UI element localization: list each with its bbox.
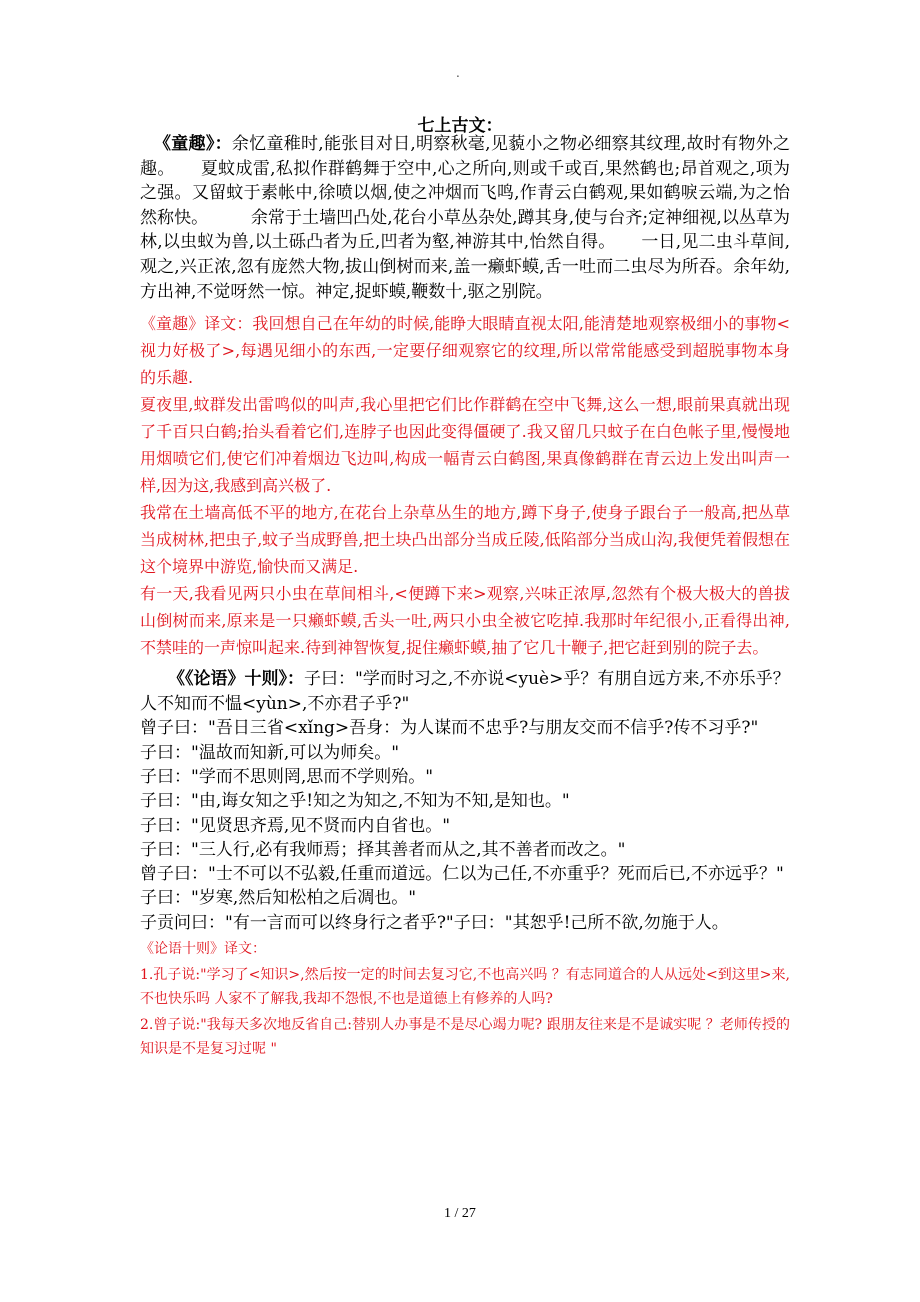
lunyu-translation-item: 1.孔子说:"学习了<知识>,然后按一定的时间去复习它,不也高兴吗 ？有志同道合的人从远处<到这里>来,不也快乐吗 人家不了解我,我却不怨恨,不也是道德上有修养的人吗? xyxy=(140,967,790,1008)
lunyu-first-text: 子曰："学而时习之,不亦说<yuè>乎？有朋自远方来,不亦乐乎？人不知而不愠<yùn>,不亦君子乎?" xyxy=(140,669,790,714)
lunyu-line: 子曰："见贤思齐焉,见不贤而内自省也。" xyxy=(140,815,451,836)
tongqu-translation-para: 我常在土墙高低不平的地方,在花台上杂草丛生的地方,蹲下身子,使身子跟台子一般高,把丛草当成树林,把虫子,蚊子当成野兽,把土块凸出部分当成丘陵,低陷部分当成山沟,我便凭着假想在这个境界中游览,愉快而又满足. xyxy=(140,503,790,577)
lunyu-line: 子曰："三人行,必有我师焉；择其善者而从之,其不善者而改之。" xyxy=(140,839,626,860)
lunyu-line: 子曰："由,诲女知之乎!知之为知之,不知为不知,是知也。" xyxy=(140,791,570,812)
lunyu-translation-heading: 《论语十则》译文： xyxy=(140,941,266,958)
lunyu-line: 曾子曰："吾日三省<xǐng>吾身：为人谋而不忠乎?与朋友交而不信乎?传不习乎?" xyxy=(140,718,759,739)
content xyxy=(140,132,790,1061)
lunyu-translation-item: 2.曾子说:"我每天多次地反省自己:替别人办事是不是尽心竭力呢? 跟朋友往来是不是诚实呢 ？老师传授的知识是不是复习过呢 " xyxy=(140,1017,790,1058)
lunyu-line: 曾子曰："士不可以不弘毅,任重而道远。仁以为己任,不亦重乎？死而后已,不亦远乎？" xyxy=(140,864,784,885)
tongqu-translation-para: 夏夜里,蚊群发出雷鸣似的叫声,我心里把它们比作群鹤在空中飞舞,这么一想,眼前果真就出现了千百只白鹤;抬头看着它们,连脖子也因此变得僵硬了.我又留几只蚊子在白色帐子里,慢慢地用烟喷它们,使它们冲着烟边飞边叫,构成一幅青云白鹤图,果真像鹤群在青云边上发出叫声一样,因为这,我感到高兴极了. xyxy=(140,395,790,496)
lunyu-line: 子曰："学而不思则罔,思而不学则殆。" xyxy=(140,766,434,787)
tongqu-translation-para: 有一天,我看见两只小虫在草间相斗,<便蹲下来>观察,兴味正浓厚,忽然有个极大极大的兽拔山倒树而来,原来是一只癞虾蟆,舌头一吐,两只小虫全被它吃掉.我那时年纪很小,正看得出神,不禁哇的一声惊叫起来.待到神智恢复,捉住癞虾蟆,抽了它几十鞭子,把它赶到别的院子去。 xyxy=(140,584,790,658)
lunyu-first xyxy=(140,667,790,716)
lunyu-line: 子曰："岁寒,然后知松柏之后凋也。" xyxy=(140,888,417,909)
lunyu-colon: ： xyxy=(287,669,304,690)
tongqu-original xyxy=(140,132,790,304)
tongqu-text: 余忆童稚时,能张目对日,明察秋毫,见藐小之物必细察其纹理,故时有物外之趣。 夏蚊成雷,私拟作群鹤舞于空中,心之所向,则或千或百,果然鹤也;昂首观之,项为之强。又留蚊于素帐中,徐喷以烟,使之冲烟而飞鸣,作青云白鹤观,果如鹤唳云端,为之怡然称快。 余常于土墙凹凸处,花台小草丛杂处,蹲其身,使与台齐;定神细视,以丛草为林,以虫蚁为兽,以土砾凸者为丘,凹者为壑,神游其中,怡然自得。 一日,见二虫斗草间,观之,兴正浓,忽有庞然大物,拔山倒树而来,盖一癞虾蟆,舌一吐而二虫尽为所吞。余年幼,方出神,不觉呀然一惊。神定,捉虾蟆,鞭数十,驱之别院。 xyxy=(140,134,791,302)
tongqu-colon: ： xyxy=(214,134,232,154)
page-number: 1 / 27 xyxy=(444,1206,476,1221)
lunyu-line: 子曰："温故而知新,可以为师矣。" xyxy=(140,742,400,763)
tongqu-translation-para: 《童趣》译文：我回想自己在年幼的时候,能睁大眼睛直视太阳,能清楚地观察极细小的事物<视力好极了>,每遇见细小的东西,一定要仔细观察它的纹理,所以常常能感受到超脱事物本身的乐趣. xyxy=(140,314,790,388)
page-title: 七上古文： xyxy=(417,116,503,136)
lunyu-title: 《《论语》十则》 xyxy=(168,669,287,690)
lunyu-line: 子贡问曰："有一言而可以终身行之者乎?"子曰："其恕乎!己所不欲,勿施于人。 xyxy=(140,912,729,933)
header-dot: . xyxy=(456,66,460,80)
tongqu-title: 《童趣》 xyxy=(154,134,215,154)
